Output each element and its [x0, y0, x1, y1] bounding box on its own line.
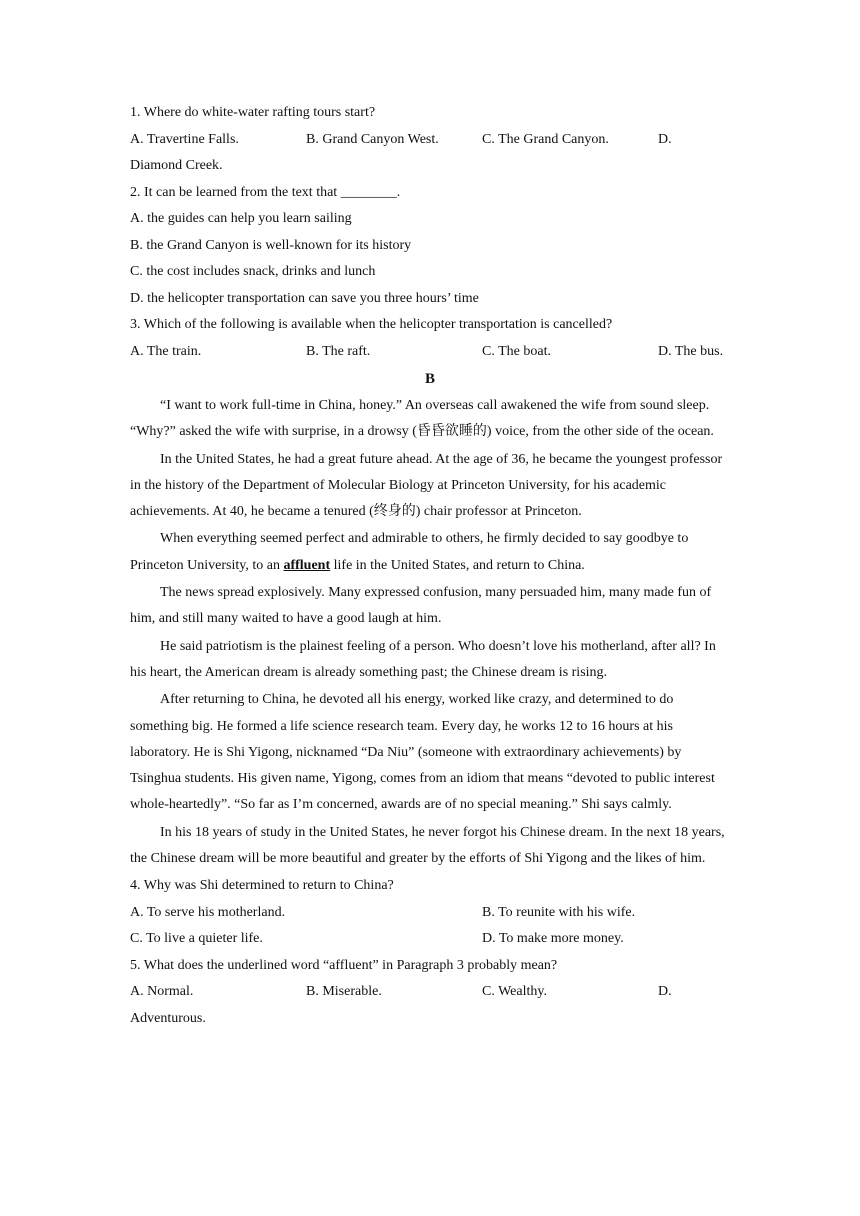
passage-paragraph-4: The news spread explosively. Many expressed confusion, many persuaded him, many made fun of him, and still many waited to have a good laugh at him.	[130, 585, 712, 627]
question-5-options	[130, 979, 730, 1006]
underlined-word: affluent	[283, 557, 331, 573]
option-c: C. the cost includes snack, drinks and lunch	[130, 264, 376, 279]
question-3-options	[130, 339, 730, 366]
passage-paragraph-7: In his 18 years of study in the United States, he never forgot his Chinese dream. In the next 18 years, the Chinese dream will be more beautiful and greater by the efforts of Shi Yigong and the likes of him.	[130, 824, 725, 867]
question-5-stem: 5. What does the underlined word “affluent” in Paragraph 3 probably mean?	[130, 957, 558, 973]
option-d: D.	[658, 984, 672, 1000]
passage-paragraph-1: “I want to work full-time in China, honey.” An overseas call awakened the wife from sound sleep. “Why?” asked the wife with surprise, in a drowsy (昏昏欲睡的) voice, from the other side of the ocean.	[130, 398, 714, 440]
option-b: B. the Grand Canyon is well-known for its history	[130, 237, 412, 253]
option-d: D. the helicopter transportation can save you three hours’ time	[130, 290, 479, 306]
question-4-stem: 4. Why was Shi determined to return to China?	[130, 878, 394, 894]
option-b: B. To reunite with his wife.	[482, 904, 636, 920]
question-1-options	[130, 127, 730, 154]
paragraph-text: life in the United States, and return to China.	[330, 557, 585, 573]
option-d: D.	[658, 131, 672, 147]
option-c: C. The boat.	[482, 343, 551, 359]
option-a: A. The train.	[130, 343, 202, 359]
question-4-options-row-2	[130, 926, 730, 953]
option-b: B. Miserable.	[306, 984, 382, 1000]
question-2-stem: 2. It can be learned from the text that ________.	[130, 184, 401, 200]
option-b: B. The raft.	[306, 343, 371, 359]
option-c: C. To live a quieter life.	[130, 931, 263, 947]
option-c: C. Wealthy.	[482, 984, 547, 1000]
option-a: A. Travertine Falls.	[130, 131, 239, 147]
passage-paragraph-5: He said patriotism is the plainest feeling of a person. Who doesn’t love his motherland, after all? In his heart, the American dream is already something past; the Chinese dream is rising.	[130, 638, 716, 680]
question-3-stem: 3. Which of the following is available when the helicopter transportation is cancelled?	[130, 317, 613, 332]
option-a: A. Normal.	[130, 984, 194, 1000]
option-a: A. To serve his motherland.	[130, 904, 286, 920]
section-heading: B	[424, 371, 435, 387]
option-b: B. Grand Canyon West.	[306, 131, 439, 147]
question-1-stem: 1. Where do white-water rafting tours start?	[130, 105, 376, 120]
paragraph-text: When everything seemed perfect and admirable to others, he firmly decided to say goodbye to Princeton University, to an	[130, 531, 689, 573]
passage-paragraph-3	[130, 526, 730, 579]
option-a: A. the guides can help you learn sailing	[130, 211, 352, 226]
option-d: D. To make more money.	[482, 931, 624, 947]
option-d: D. The bus.	[658, 343, 724, 359]
passage-paragraph-6: After returning to China, he devoted all his energy, worked like crazy, and determined to do something big. He formed a life science research team. Every day, he works 12 to 16 hours at his laboratory. He is Shi Yigong, nicknamed “Da Niu” (someone with extraordinary achievements) by Tsinghua students. His given name, Yigong, comes from an idiom that means “devoted to public interest whole-heartedly”. “So far as I’m concerned, awards are of no special meaning.” Shi says calmly.	[130, 692, 715, 813]
option-c: C. The Grand Canyon.	[482, 131, 609, 147]
option-d-text: Adventurous.	[130, 1010, 206, 1026]
option-d-text: Diamond Creek.	[130, 158, 223, 173]
question-4-options-row-1	[130, 900, 730, 927]
passage-paragraph-2: In the United States, he had a great future ahead. At the age of 36, he became the youngest professor in the history of the Department of Molecular Biology at Princeton University, for his academic achievements. At 40, he became a tenured (终身的) chair professor at Princeton.	[130, 451, 723, 520]
exam-page	[130, 100, 730, 1032]
